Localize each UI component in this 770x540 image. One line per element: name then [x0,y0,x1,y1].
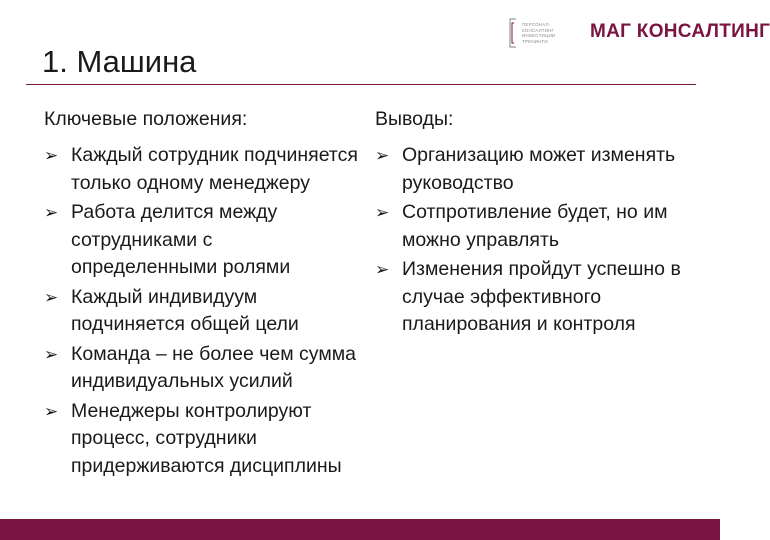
list-item-text: Каждый индивидуум подчиняется общей цели [71,285,299,335]
logo-tagline [522,22,586,44]
title-divider [26,84,696,85]
list-item [44,199,364,282]
arrow-bullet-icon: ➢ [44,203,59,222]
logo-tagline-line: ИНВЕСТИЦИИ [522,33,556,38]
arrow-bullet-icon: ➢ [44,401,59,421]
arrow-bullet-icon: ➢ [44,146,59,165]
logo-tagline-line: ТРЕНИНГИ [522,38,548,44]
list-item [44,142,364,197]
arrow-bullet-icon: ➢ [375,146,390,165]
arrow-bullet-icon: ➢ [375,260,390,279]
conclusions-heading: Выводы: [375,108,454,130]
list-item [44,398,364,481]
list-item-text: Команда – не более чем сумма индивидуальных усилий [71,342,356,392]
logo-mark-icon [508,18,518,48]
list-item-text: Организацию может изменять руководство [402,144,676,194]
logo-tagline-line: КОНСАЛТИНГ [522,27,555,33]
company-logo [508,16,770,52]
list-item-text: Сотпротивление будет, но им можно управлять [402,201,668,251]
key-points-heading: Ключевые положения: [44,108,248,130]
slide-title: 1. Машина [42,44,197,79]
list-item [375,142,695,197]
list-item-text: Каждый сотрудник подчиняется только одному менеджеру [71,144,358,194]
key-points-list [44,142,364,480]
list-item [44,284,364,339]
list-item-text: Работа делится между сотрудниками с определенными ролями [71,201,291,278]
footer-bar [0,519,720,540]
logo-text: МАГ КОНСАЛТИНГ [590,21,770,42]
list-item-text: Менеджеры контролируют процесс, сотрудники придерживаются дисциплины [71,399,342,477]
list-item-text: Изменения пройдут успешно в случае эффективного планирования и контроля [402,258,681,335]
arrow-bullet-icon: ➢ [44,344,59,364]
conclusions-column [375,106,695,341]
list-item [375,256,695,339]
logo-tagline-line: ПЕРСОНАЛ [522,22,549,27]
list-item [44,341,364,396]
arrow-bullet-icon: ➢ [375,203,390,222]
arrow-bullet-icon: ➢ [44,287,59,307]
key-points-column [44,106,364,482]
conclusions-list [375,142,695,339]
list-item [375,199,695,254]
